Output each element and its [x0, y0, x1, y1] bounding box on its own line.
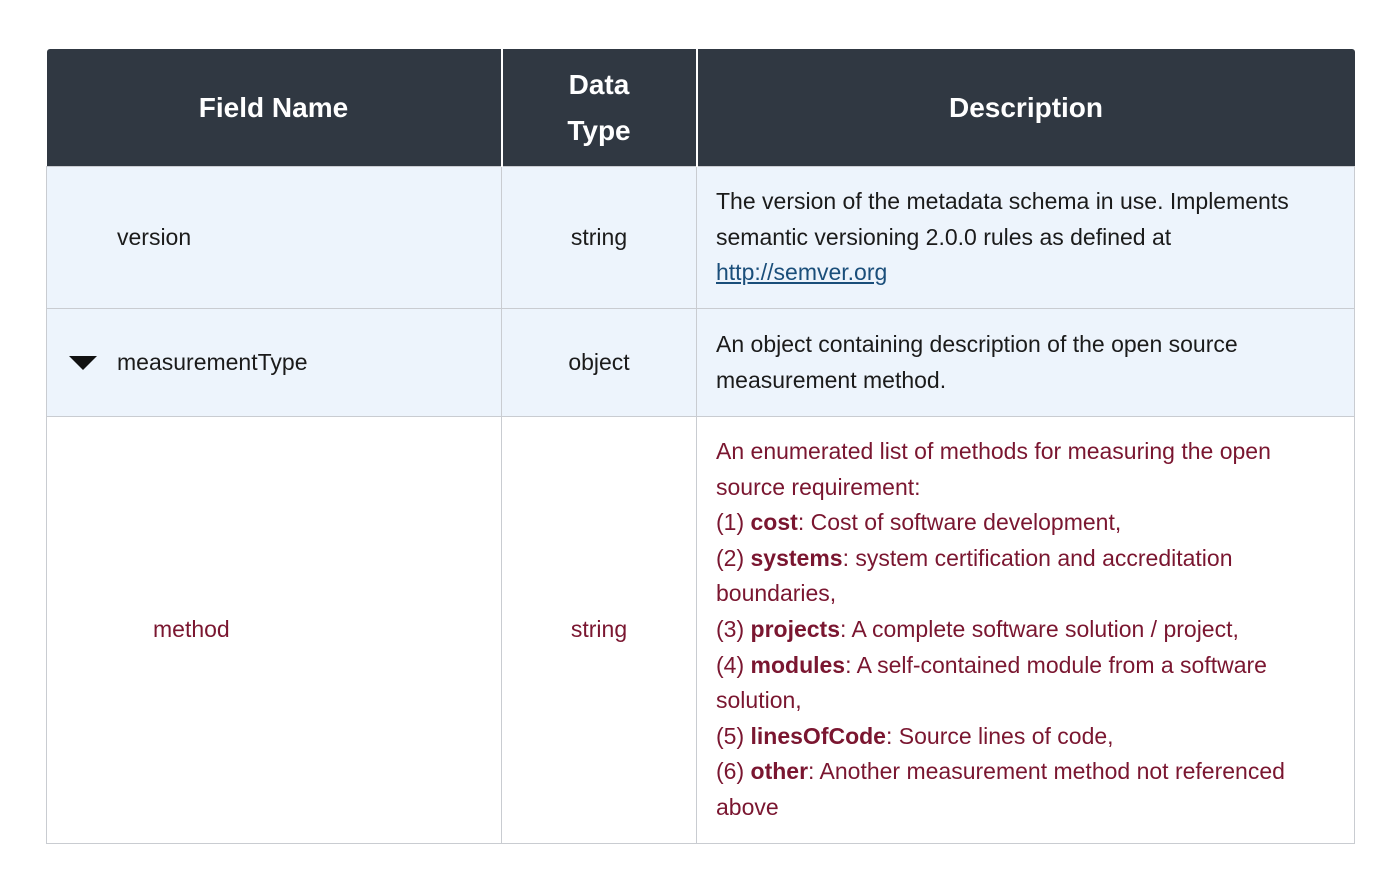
option-number: (1): [716, 509, 745, 536]
method-option: [716, 719, 1336, 755]
table-row-method: [47, 417, 1355, 844]
field-name-cell: version: [47, 167, 502, 309]
header-description: Description: [697, 49, 1355, 167]
option-number: (5): [716, 722, 745, 749]
header-row: [47, 49, 1355, 167]
option-number: (2): [716, 544, 745, 571]
option-number: (6): [716, 758, 745, 785]
option-text: : Another measurement method not referenced above: [716, 758, 1285, 820]
field-name-cell: [47, 309, 502, 417]
table-body: [47, 167, 1355, 844]
option-text: : Cost of software development,: [797, 509, 1122, 536]
caret-down-icon[interactable]: [69, 356, 97, 370]
method-option: [716, 648, 1336, 719]
option-name: systems: [750, 544, 843, 571]
option-text: : Source lines of code,: [885, 722, 1114, 749]
table-row-measurement-type[interactable]: [47, 309, 1355, 417]
option-text: : A self-contained module from a software solution,: [716, 651, 1267, 714]
header-data-type-line1: Data: [568, 68, 630, 100]
method-option: [716, 754, 1336, 825]
option-number: (4): [716, 651, 745, 678]
method-option: [716, 541, 1336, 612]
description-cell: [697, 417, 1355, 844]
option-text: : A complete software solution / project,: [840, 615, 1239, 642]
option-name: linesOfCode: [750, 722, 886, 749]
option-name: modules: [750, 651, 846, 678]
description-text: The version of the metadata schema in use. Implements semantic versioning 2.0.0 rules as defined at: [716, 188, 1289, 250]
option-number: (3): [716, 615, 745, 642]
header-data-type-line2: Type: [567, 114, 631, 146]
data-type-cell: string: [502, 167, 697, 309]
method-option: [716, 612, 1336, 648]
data-type-cell: object: [502, 309, 697, 417]
header-field-name: Field Name: [47, 49, 502, 167]
field-name-cell: method: [47, 417, 502, 844]
schema-table-container: [46, 49, 1354, 844]
semver-link[interactable]: http://semver.org: [716, 259, 888, 286]
option-name: other: [750, 758, 809, 785]
method-intro: An enumerated list of methods for measuring the open source requirement:: [716, 438, 1271, 500]
header-data-type: [502, 49, 697, 167]
option-text: : system certification and accreditation boundaries,: [716, 544, 1233, 607]
field-name-text: measurementType: [117, 348, 308, 375]
option-name: projects: [750, 615, 840, 642]
option-name: cost: [750, 509, 798, 536]
table-header: [47, 49, 1355, 167]
method-option: [716, 505, 1336, 541]
table-row-version: [47, 167, 1355, 309]
description-cell: An object containing description of the open source measurement method.: [697, 309, 1355, 417]
data-type-cell: string: [502, 417, 697, 844]
schema-table: [46, 49, 1355, 844]
description-cell: [697, 167, 1355, 309]
